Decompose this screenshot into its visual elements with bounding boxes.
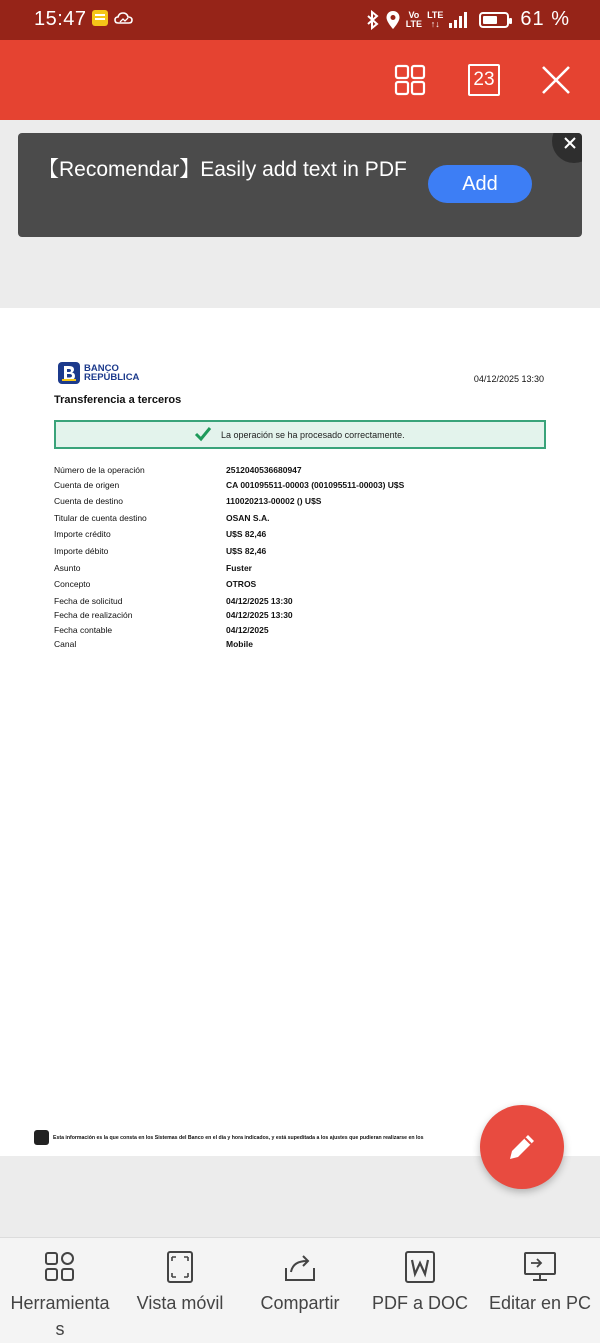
document-date: 04/12/2025 13:30 xyxy=(473,374,544,384)
bank-logo-icon xyxy=(58,362,80,384)
battery-icon xyxy=(479,12,509,28)
detail-value: U$S 82,46 xyxy=(226,546,267,556)
detail-row xyxy=(54,625,554,637)
status-right-icons xyxy=(366,8,570,31)
footer-text: Esta información es la que consta en los Sistemas del Banco en el día y hora indicados, y está supeditada a los ajustes que pudieran realizarse en los xyxy=(53,1134,424,1141)
nav-tools-label: Herramienta s xyxy=(10,1293,110,1339)
detail-label: Asunto xyxy=(54,563,81,573)
status-bar xyxy=(0,0,600,40)
detail-row xyxy=(54,465,554,477)
promo-banner xyxy=(18,133,582,237)
bank-name: BANCO REPÚBLICA xyxy=(84,363,140,383)
pencil-icon xyxy=(504,1129,540,1165)
edit-fab-button[interactable] xyxy=(480,1105,564,1189)
detail-row xyxy=(54,546,554,558)
detail-label: Número de la operación xyxy=(54,465,145,475)
status-left-icons xyxy=(92,10,134,26)
bank-logo xyxy=(58,362,139,384)
pdf-page[interactable] xyxy=(0,308,600,1156)
detail-label: Cuenta de destino xyxy=(54,496,123,506)
detail-row xyxy=(54,563,554,575)
detail-row xyxy=(54,610,554,622)
detail-label: Importe débito xyxy=(54,546,109,556)
page-count: 23 xyxy=(468,64,500,96)
nav-mobile-view[interactable] xyxy=(120,1238,240,1343)
detail-label: Concepto xyxy=(54,579,91,589)
share-icon xyxy=(283,1250,317,1284)
bluetooth-icon xyxy=(366,10,380,30)
close-icon xyxy=(540,64,572,96)
detail-value: OSAN S.A. xyxy=(226,513,270,523)
signal-icon xyxy=(448,11,470,29)
detail-value: 04/12/2025 xyxy=(226,625,269,635)
cloud-notification-icon xyxy=(114,10,134,26)
detail-row xyxy=(54,529,554,541)
nav-edit-on-pc-label: Editar en PC xyxy=(488,1293,592,1313)
promo-text: 【Recomendar】Easily add text in PDF xyxy=(38,158,407,181)
success-message: La operación se ha procesado correctamente. xyxy=(221,430,405,440)
location-icon xyxy=(385,10,401,30)
status-time: 15:47 xyxy=(34,8,87,30)
promo-close-button[interactable] xyxy=(552,133,582,163)
close-button[interactable] xyxy=(538,62,574,98)
detail-label: Cuenta de origen xyxy=(54,480,120,490)
detail-value: Fuster xyxy=(226,563,252,573)
nav-pdf-to-doc[interactable] xyxy=(360,1238,480,1343)
app-toolbar xyxy=(0,40,600,120)
battery-percent: 61 % xyxy=(520,8,570,30)
detail-label: Fecha de solicitud xyxy=(54,596,123,606)
detail-row xyxy=(54,513,554,525)
detail-label: Importe crédito xyxy=(54,529,111,539)
document-footer xyxy=(34,1130,498,1145)
detail-row xyxy=(54,639,554,651)
detail-row xyxy=(54,579,554,591)
checkmark-icon xyxy=(194,426,212,442)
footer-bank-icon xyxy=(34,1130,49,1145)
detail-row xyxy=(54,496,554,508)
detail-label: Canal xyxy=(54,639,77,649)
promo-add-button[interactable]: Add xyxy=(428,165,532,203)
nav-share-label: Compartir xyxy=(260,1293,340,1313)
tools-icon xyxy=(43,1250,77,1284)
nav-share[interactable] xyxy=(240,1238,360,1343)
document-title: Transferencia a terceros xyxy=(54,394,182,406)
detail-value: Mobile xyxy=(226,639,253,649)
bottom-toolbar xyxy=(0,1237,600,1343)
detail-value: 2512040536680947 xyxy=(226,465,302,475)
pc-icon xyxy=(523,1250,557,1284)
page-count-button[interactable] xyxy=(466,62,502,98)
volte-indicator: Vo LTE xyxy=(405,9,423,29)
detail-value: 04/12/2025 13:30 xyxy=(226,596,293,606)
detail-value: 110020213-00002 () U$S xyxy=(226,496,322,506)
note-notification-icon xyxy=(92,10,108,26)
detail-value: U$S 82,46 xyxy=(226,529,267,539)
detail-label: Fecha de realización xyxy=(54,610,133,620)
close-icon xyxy=(564,137,576,149)
nav-mobile-view-label: Vista móvil xyxy=(136,1293,224,1313)
detail-row xyxy=(54,480,554,492)
battery-level xyxy=(483,16,496,24)
nav-pdf-to-doc-label: PDF a DOC xyxy=(371,1293,468,1313)
nav-edit-on-pc[interactable] xyxy=(480,1238,600,1343)
detail-value: CA 001095511-00003 (001095511-00003) U$S xyxy=(226,480,405,490)
detail-value: OTROS xyxy=(226,579,257,589)
grid-icon xyxy=(394,64,426,96)
mobile-view-icon xyxy=(163,1250,197,1284)
detail-value: 04/12/2025 13:30 xyxy=(226,610,293,620)
nav-tools[interactable] xyxy=(0,1238,120,1343)
detail-label: Titular de cuenta destino xyxy=(54,513,147,523)
success-message-box xyxy=(54,420,546,449)
lte-indicator: LTE ↑↓ xyxy=(427,9,444,29)
word-icon xyxy=(403,1250,437,1284)
detail-label: Fecha contable xyxy=(54,625,113,635)
grid-view-button[interactable] xyxy=(392,62,428,98)
detail-row xyxy=(54,596,554,608)
